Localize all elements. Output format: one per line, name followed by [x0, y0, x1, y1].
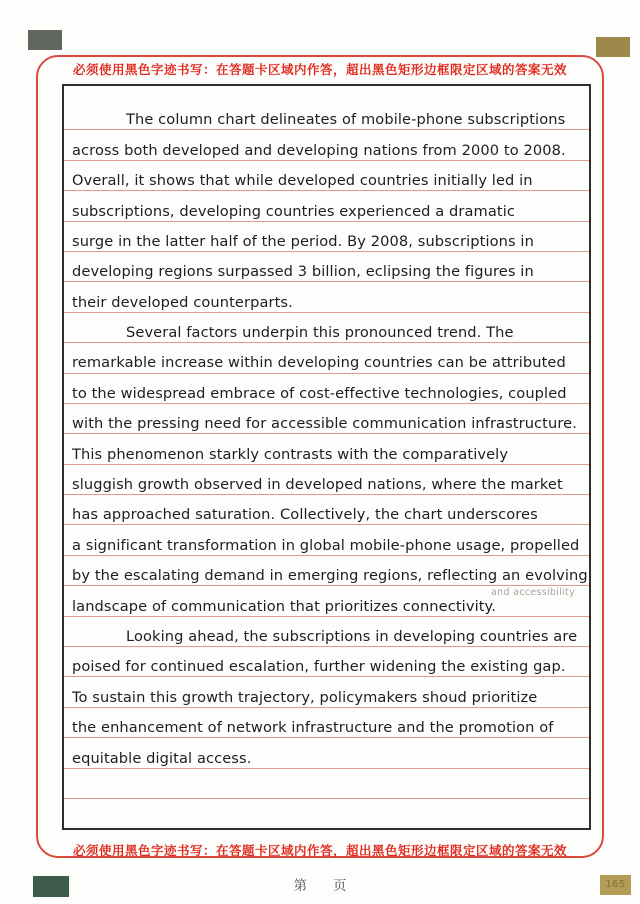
essay-line	[64, 404, 589, 434]
essay-line	[64, 343, 589, 373]
essay-line	[64, 252, 589, 282]
page-footer	[0, 874, 640, 894]
essay-line	[64, 282, 589, 312]
handwritten-text: landscape of communication that prioritizes connectivity.	[72, 597, 496, 615]
handwritten-text: their developed counterparts.	[72, 293, 293, 311]
instruction-text-bottom: 必须使用黑色字迹书写：在答题卡区域内作答，超出黑色矩形边框限定区域的答案无效	[72, 843, 567, 858]
essay-line	[64, 465, 589, 495]
registration-marker-bottom-right: 165	[600, 875, 631, 895]
essay-line	[64, 708, 589, 738]
essay-line	[64, 769, 589, 799]
handwritten-text: Several factors underpin this pronounced trend. The	[126, 324, 514, 342]
essay-line	[64, 222, 589, 252]
essay-line	[64, 617, 589, 647]
essay-line	[64, 495, 589, 525]
handwritten-text: across both developed and developing nations from 2000 to 2008.	[72, 141, 566, 159]
essay-line	[64, 374, 589, 404]
essay-line	[64, 191, 589, 221]
essay-line	[64, 161, 589, 191]
handwritten-text: the enhancement of network infrastructure and the promotion of	[72, 719, 554, 737]
footer-label-ye: 页	[333, 878, 347, 894]
instruction-text-top: 必须使用黑色字迹书写：在答题卡区域内作答，超出黑色矩形边框限定区域的答案无效	[72, 62, 567, 77]
handwritten-text: remarkable increase within developing countries can be attributed	[72, 354, 566, 372]
handwritten-text: The column chart delineates of mobile-phone subscriptions	[126, 111, 566, 129]
essay-line	[64, 100, 589, 130]
handwritten-text: equitable digital access.	[72, 749, 252, 767]
handwritten-text: with the pressing need for accessible communication infrastructure.	[72, 415, 577, 433]
handwritten-text: This phenomenon starkly contrasts with the comparatively	[72, 445, 509, 463]
handwritten-text: a significant transformation in global mobile-phone usage, propelled	[72, 536, 580, 554]
essay-lines	[64, 100, 589, 799]
handwritten-text: subscriptions, developing countries experienced a dramatic	[72, 202, 515, 220]
registration-marker-top-left	[28, 30, 62, 50]
footer-label-di: 第	[293, 878, 307, 894]
essay-line	[64, 525, 589, 555]
handwritten-text: by the escalating demand in emerging regions, reflecting an evolving	[72, 567, 588, 585]
handwritten-text: To sustain this growth trajectory, policymakers shoud prioritize	[72, 688, 538, 706]
registration-marker-top-right	[596, 37, 630, 57]
handwritten-text: poised for continued escalation, further widening the existing gap.	[72, 658, 566, 676]
essay-line	[64, 677, 589, 707]
essay-line	[64, 434, 589, 464]
handwritten-text: developing regions surpassed 3 billion, eclipsing the figures in	[72, 263, 534, 281]
handwritten-text: has approached saturation. Collectively, the chart underscores	[72, 506, 538, 524]
essay-line	[64, 313, 589, 343]
essay-line	[64, 647, 589, 677]
handwritten-text: sluggish growth observed in developed nations, where the market	[72, 476, 563, 494]
handwritten-text: Looking ahead, the subscriptions in developing countries are	[126, 627, 578, 645]
insert-annotation: and accessibility	[491, 587, 575, 599]
essay-line	[64, 738, 589, 768]
essay-line	[64, 586, 589, 616]
handwritten-text: Overall, it shows that while developed countries initially led in	[72, 172, 533, 190]
essay-line	[64, 556, 589, 586]
essay-line	[64, 130, 589, 160]
handwritten-text: surge in the latter half of the period. By 2008, subscriptions in	[72, 232, 534, 250]
handwritten-text: to the widespread embrace of cost-effective technologies, coupled	[72, 384, 567, 402]
